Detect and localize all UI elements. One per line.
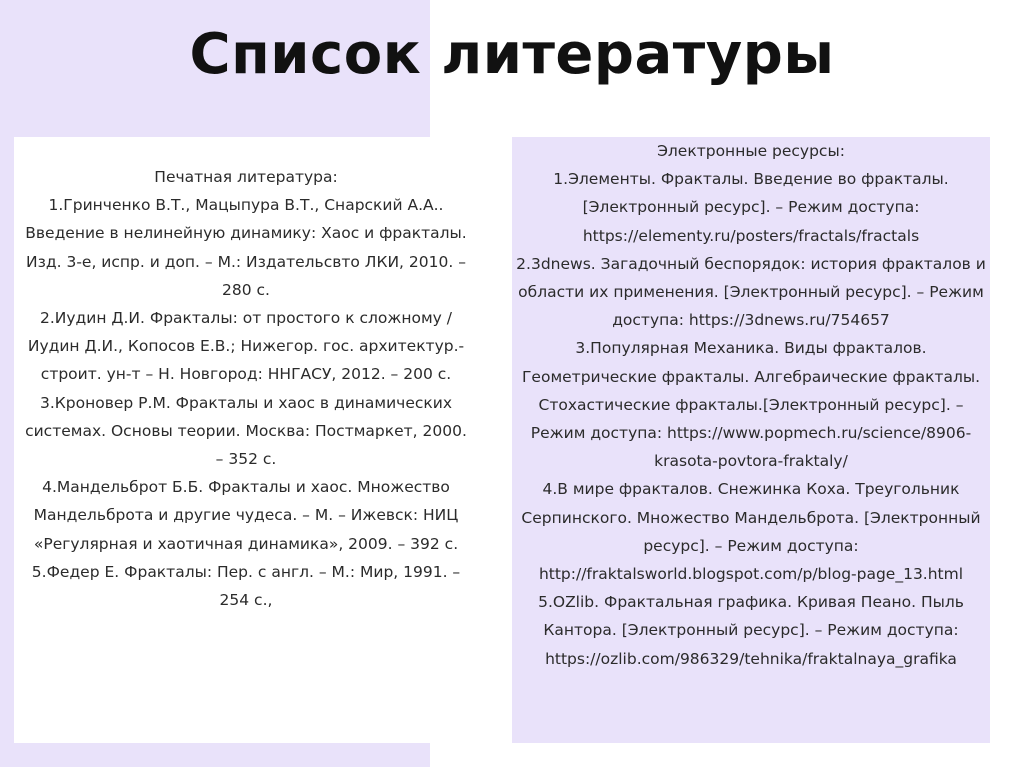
electronic-resources-panel (512, 137, 990, 743)
slide-title: Список литературы (189, 22, 835, 87)
print-item-3: 3.Кроновер Р.М. Фракталы и хаос в динамических системах. Основы теории. Москва: Постмаркет, 2000. – 352 с. (25, 393, 467, 469)
electronic-item-5: 5.OZlib. Фрактальная графика. Кривая Пеано. Пыль Кантора. [Электронный ресурс]. – Режим доступа: https://ozlib.com/986329/tehnika/fraktalnaya_grafika (538, 593, 964, 668)
electronic-item-4: 4.В мире фракталов. Снежинка Коха. Треугольник Серпинского. Множество Мандельброта. [Электронный ресурс]. – Режим доступа: http://fraktalsworld.blogspot.com/p/blog-page_13.html (521, 480, 981, 584)
print-item-1: 1.Гринченко В.Т., Мацыпура В.Т., Снарский А.А.. Введение в нелинейную динамику: Хаос и фракталы. Изд. 3-е, испр. и доп. – М.: Издательсвто ЛКИ, 2010. – 280 с. (25, 196, 467, 299)
print-item-5: 5.Федер Е. Фракталы: Пер. с англ. – М.: Мир, 1991. – 254 с., (31, 562, 461, 610)
print-item-4: 4.Мандельброт Б.Б. Фракталы и хаос. Множество Мандельброта и другие чудеса. – М. – Ижевск: НИЦ «Регулярная и хаотичная динамика», 2009. – 392 с. (33, 478, 459, 553)
print-literature-panel (14, 137, 478, 743)
electronic-item-2: 2.3dnews. Загадочный беспорядок: история фракталов и области их применения. [Электронный ресурс]. – Режим доступа: https://3dnews.ru/754657 (516, 254, 986, 330)
print-heading: Печатная литература: (154, 168, 338, 186)
electronic-item-1: 1.Элементы. Фракталы. Введение во фракталы. [Электронный ресурс]. – Режим доступа: https://elementy.ru/posters/fractals/fractals (553, 170, 949, 245)
electronic-item-3: 3.Популярная Механика. Виды фракталов. Геометрические фракталы. Алгебраические фракталы. Стохастические фракталы.[Электронный ресурс]. – Режим доступа: https://www.popmech.ru/science/8906-krasota-povtora-fraktaly/ (521, 339, 981, 471)
print-item-2: 2.Иудин Д.И. Фракталы: от простого к сложному / Иудин Д.И., Копосов Е.В.; Нижегор. гос. архитектур.-строит. ун-т – Н. Новгород: ННГАСУ, 2012. – 200 с. (27, 309, 465, 384)
electronic-heading: Электронные ресурсы: (657, 142, 845, 160)
